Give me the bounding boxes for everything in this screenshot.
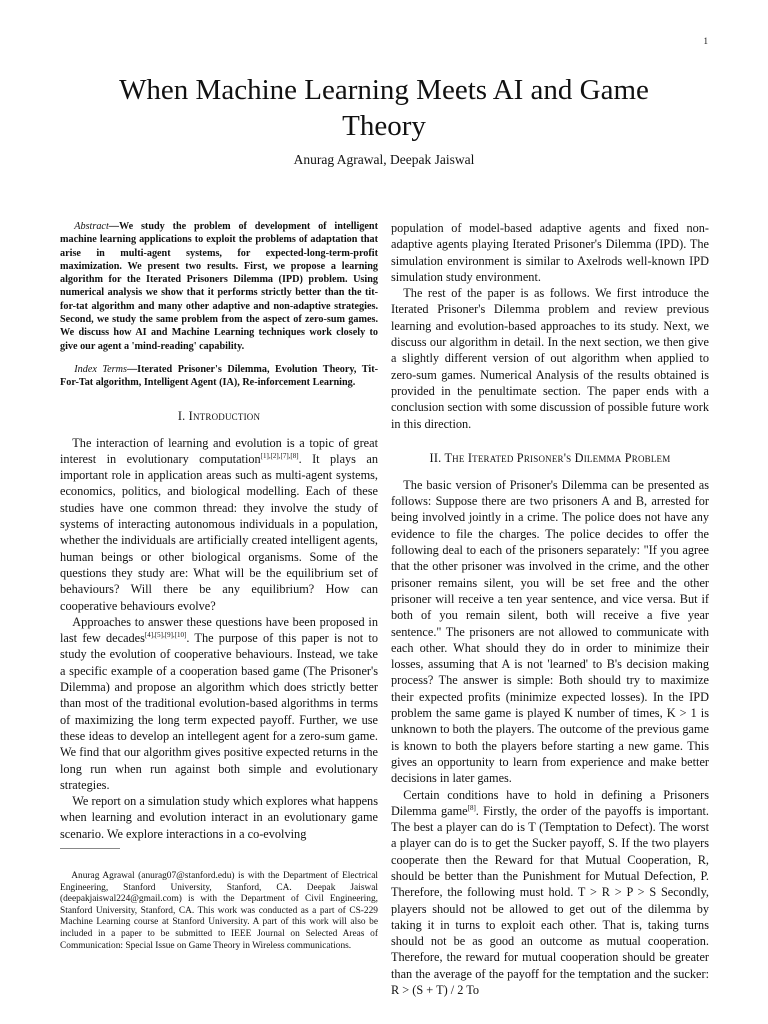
abstract-text: We study the problem of development of intelligent machine learning applications to exploit the problems of adaptation that arise in multi-agent systems, for expected-long-term-profit maximization. We present two results. First, we propose a learning algorithm for the Iterated Prisoners Dilemma (IPD) problem. Using numerical analysis we show that it performs strictly better than the tit-for-tat algorithm and many other adaptive and non-adaptive strategies. Second, we study the same problem from the aspect of zero-sum games. We discuss how AI and Machine Learning techniques work closely to give our agent a 'mind-reading' capability. xyxy=(60,221,378,352)
intro-p2-text-b: . The purpose of this paper is not to study the evolution of cooperative behaviours. Instead, we take a specific example of a cooperation based game (The Prisoner's Dilemma) and propose an algorithm which does strictly better than most of the traditional evolution-based algorithms in terms of maximizing the long term expected payoff. Further, we use these ideas to develop an intellegent agent for a zero-sum game. We find that our algorithm gives positive expected returns in the long run when run against both simple and evolutionary strategies. xyxy=(60,631,378,792)
right-paragraph-2: The rest of the paper is as follows. We first introduce the Iterated Prisoner's Dilemma problem and review previous learning and evolution-based approaches to its study. Next, we discuss our algorithm in detail. In the next section, we then give a slightly different version of out algorithm when applied to zero-sum games. Numerical Analysis of the results obtained is provided in the penultimate section. The paper ends with a conclusion section with some discussion of possible future work in this direction. xyxy=(391,286,709,431)
section-heading-introduction: I. Introduction xyxy=(177,408,261,423)
citation: [1],[2],[7],[8] xyxy=(260,451,299,460)
index-terms-text: Iterated Prisoner's Dilemma, Evolution Theory, Tit-For-Tat algorithm, Intelligent Agent (IA), Re-inforcement Learning. xyxy=(60,363,378,389)
ipd-paragraph-2 xyxy=(391,787,709,999)
intro-p1-text-b: . It plays an important role in application areas such as multi-agent systems, economics, politics, and biological modelling. Each of these studies have one common thread: they involve the study of systems of interacting autonomous individuals in a population, whether the individuals are artificially created intelligent agents, human beings or other biological organisms. Some of the questions they study are: What will be the equilibrium set of behaviours? Will there be any equilibrium? How can cooperative behaviours evolve? xyxy=(60,451,379,613)
section-heading-ipd: II. The Iterated Prisoner's Dilemma Problem xyxy=(429,450,671,465)
index-terms-label: Index Terms xyxy=(74,363,127,375)
ipd-p2-text-a: Certain conditions have to hold in defining a Prisoners Dilemma game xyxy=(391,787,709,818)
intro-paragraph-2 xyxy=(60,614,378,793)
intro-p2-text-a: Approaches to answer these questions have been proposed in last few decades xyxy=(60,614,378,646)
abstract: Abstract—We study the problem of development of intelligent machine learning applications to exploit the problems of adaptation that arise in multi-agent systems, for expected-long-term-profit maximization. We present two results. First, we propose a learning algorithm for the Iterated Prisoners Dilemma (IPD) problem. Using numerical analysis we show that it performs strictly better than the tit-for-tat algorithm and many other adaptive and non-adaptive strategies. Second, we study the same problem from the aspect of zero-sum games. We discuss how AI and Machine Learning techniques work closely to give our agent a 'mind-reading' capability. xyxy=(60,221,378,352)
intro-p1-text-a: The interaction of learning and evolution is a topic of great interest in evolutionary computation xyxy=(60,435,378,466)
abstract-label: Abstract xyxy=(74,221,109,232)
footnote-rule xyxy=(60,848,120,849)
page-number: 1 xyxy=(703,36,708,46)
ipd-p2-text-b: . Firstly, the order of the payoffs is important. The best a player can do is T (Temptation to Defect). The worst a player can do is to get the Sucker payoff, S. If the two players cooperate then the Reward for that Mutual Cooperation, R, should be better than the Punishment for Mutual Defection, P. Therefore, the following must hold. T > R > P > S Secondly, players should not be allowed to get out of the dilemma by taking it in turns to exploit each other. That is, taking turns should not be as good an outcome as mutual cooperation. Therefore, the reward for mutual cooperation should be greater than the average of the payoff for the temptation and the sucker: R > (S + T) / 2 To xyxy=(391,803,709,998)
index-terms: Index Terms—Iterated Prisoner's Dilemma, Evolution Theory, Tit-For-Tat algorithm, Intelligent Agent (IA), Re-inforcement Learning. xyxy=(60,363,378,389)
title-line-2: Theory xyxy=(342,110,426,142)
citation: [4],[5],[9],[10] xyxy=(144,631,187,640)
title-line-1: When Machine Learning Meets AI and Game xyxy=(119,74,649,106)
ipd-paragraph-1: The basic version of Prisoner's Dilemma can be presented as follows: Suppose there are two prisoners A and B, arrested for being involved jointly in a crime. The police does not have any evidence to file the charges. The police decides to offer the following deal to each of the prisoners separately: "If you agree that the other prisoner was involved in the crime, and the other prisoner remains silent, you will be set free and the other prisoner will receive a ten year sentence, and vice versa. But if both of you remain silent, both will receive a five year sentence." The prisoners are not allowed to communicate with each other. What should they do in order to minimize their losses, assuming that A is not 'learned' to B's decision making process? The answer is simple: Both should try to maximize their expected profits (minimize expected losses). In the IPD problem the same game is played K number of times, K > 1 is unknown to both the players. The outcome of the previous game is known to both the players before starting a new game. This gives an opportunity to learn from experience and make better decisions in later games. xyxy=(391,477,709,786)
citation: [8] xyxy=(467,803,476,812)
intro-paragraph-3: We report on a simulation study which explores what happens when learning and evolution interact in an evolutionary game scenario. We explore interactions in a co-evolving xyxy=(60,794,378,841)
left-column xyxy=(60,220,378,962)
right-paragraph-1: population of model-based adaptive agents and fixed non-adaptive agents playing Iterated Prisoner's Dilemma (IPD). The simulation environment is similar to Axelrods well-known IPD simulation study environment. xyxy=(391,221,709,284)
authors: Anurag Agrawal, Deepak Jaiswal xyxy=(293,152,475,167)
intro-paragraph-1 xyxy=(60,435,378,614)
paper-title xyxy=(60,72,708,144)
footnote: Anurag Agrawal (anurag07@stanford.edu) is with the Department of Electrical Engineering, Stanford University, Stanford, CA. Deepak Jaiswal (deepakjaiswal224@gmail.com) is with the Department of Civil Engineering, Stanford University, Stanford, CA. This work was conducted as a part of CS-229 Machine Learning course at Stanford University. A part of this work will also be included in a paper to be submitted to IEEE Journal on Selected Areas of Communication: Special Issue on Game Theory in Wireless communications. xyxy=(60,870,378,951)
right-column xyxy=(391,220,709,998)
